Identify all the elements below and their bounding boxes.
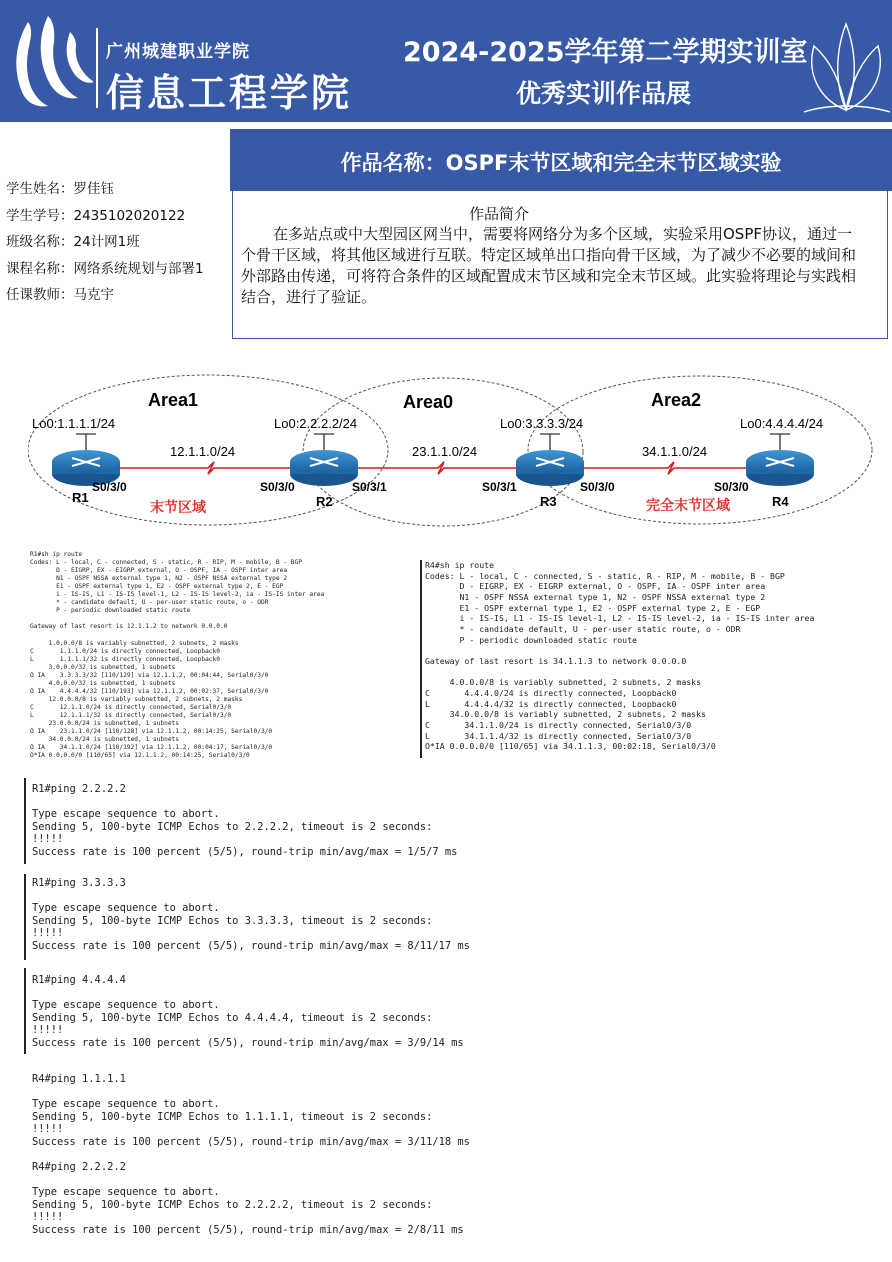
router-r4-label: R4 [772, 494, 789, 509]
student-id: 学生学号：2435102020122 [6, 207, 186, 224]
ping2-border [24, 874, 26, 960]
header-divider [96, 28, 98, 108]
stub-area-label: 末节区域 [150, 500, 206, 516]
area1-label: Area1 [148, 390, 199, 410]
router-r2-label: R2 [316, 494, 333, 509]
lotus-decoration-icon [800, 10, 892, 120]
intro-heading: 作品简介 [468, 205, 529, 223]
ping3-border [24, 968, 26, 1054]
college-logo-icon [8, 12, 98, 112]
iface-r1-s030: S0/3/0 [92, 480, 127, 494]
r4-route-border [420, 560, 422, 758]
link-label-34: 34.1.1.0/24 [642, 444, 708, 459]
ping-r4-1111: R4#ping 1.1.1.1 Type escape sequence to abort. Sending 5, 100-byte ICMP Echos to 1.1.1.1, timeout is 2 seconds: !!!!! Success rate is 100 percent (5/5), round-trip min/avg/max = 3/11/18 ms [32, 1073, 470, 1148]
header-title: 2024-2025学年第二学期实训室 [403, 37, 808, 68]
department-name: 信息工程学院 [106, 71, 353, 115]
ping-r1-3333: R1#ping 3.3.3.3 Type escape sequence to abort. Sending 5, 100-byte ICMP Echos to 3.3.3.3, timeout is 2 seconds: !!!!! Success rate is 100 percent (5/5), round-trip min/avg/max = 8/11/17 ms [32, 877, 470, 952]
ping1-border [24, 778, 26, 864]
router-r4-icon [746, 450, 814, 486]
link-label-12: 12.1.1.0/24 [170, 444, 236, 459]
link-r3-r4 [584, 462, 746, 474]
iface-r2-s030: S0/3/0 [260, 480, 295, 494]
ping-r1-4444: R1#ping 4.4.4.4 Type escape sequence to abort. Sending 5, 100-byte ICMP Echos to 4.4.4.4, timeout is 2 seconds: !!!!! Success rate is 100 percent (5/5), round-trip min/avg/max = 3/9/14 ms [32, 974, 464, 1049]
intro-box [232, 191, 888, 339]
router-r1-label: R1 [72, 490, 89, 505]
router-r3-label: R3 [540, 494, 557, 509]
lo0-r3: Lo0:3.3.3.3/24 [500, 416, 584, 431]
link-label-23: 23.1.1.0/24 [412, 444, 478, 459]
iface-r3-s030: S0/3/0 [580, 480, 615, 494]
page-header [0, 0, 892, 122]
ping-r1-2222: R1#ping 2.2.2.2 Type escape sequence to abort. Sending 5, 100-byte ICMP Echos to 2.2.2.2, timeout is 2 seconds: !!!!! Success rate is 100 percent (5/5), round-trip min/avg/max = 1/5/7 ms [32, 783, 458, 858]
student-info [6, 176, 204, 309]
lo0-r2: Lo0:2.2.2.2/24 [274, 416, 358, 431]
link-r1-r2 [120, 462, 290, 474]
iface-r2-s031: S0/3/1 [352, 480, 387, 494]
course-name: 课程名称：网络系统规划与部署1 [6, 260, 204, 277]
work-title: 作品名称：OSPF末节区域和完全末节区域实验 [230, 129, 892, 191]
link-r2-r3 [358, 462, 516, 474]
student-name: 学生姓名：罗佳钰 [6, 181, 114, 197]
header-subtitle: 优秀实训作品展 [516, 79, 692, 108]
ping-r4-2222: R4#ping 2.2.2.2 Type escape sequence to abort. Sending 5, 100-byte ICMP Echos to 2.2.2.2, timeout is 2 seconds: !!!!! Success rate is 100 percent (5/5), round-trip min/avg/max = 2/8/11 ms [32, 1161, 464, 1236]
router-r3-icon [516, 450, 584, 486]
school-name: 广州城建职业学院 [106, 42, 250, 62]
teacher-name: 任课教师：马克宇 [6, 287, 114, 303]
router-r2-icon [290, 450, 358, 486]
area2-label: Area2 [651, 390, 702, 410]
class-name: 班级名称：24计网1班 [6, 234, 140, 250]
iface-r3-s031: S0/3/1 [482, 480, 517, 494]
lo0-r1: Lo0:1.1.1.1/24 [32, 416, 116, 431]
area0-label: Area0 [403, 392, 454, 412]
intro-text: 在多站点或中大型园区网当中，需要将网络分为多个区域，实验采用OSPF协议，通过一个骨干区域，将其他区域进行互联。特定区域单出口指向骨干区域，为了减少不必要的域间和外部路由传递，可将符合条件的区域配置成末节区域和完全末节区域。此实验将理论与实践相结合，进行了验证。 [241, 225, 857, 306]
r4-route-table: R4#sh ip route Codes: L - local, C - connected, S - static, R - RIP, M - mobile, B - BGP D - EIGRP, EX - EIGRP external, O - OSPF, IA - OSPF inter area N1 - OSPF NSSA external type 1, N2 - OSPF NSSA external type 2 E1 - OSPF external type 1, E2 - OSPF external type 2, E - EGP i - IS-IS, L1 - IS-IS level-1, L2 - IS-IS level-2, ia - IS-IS inter area * - candidate default, U - per-user static route, o - ODR P - periodic downloaded static route Gateway of last resort is 34.1.1.3 to network 0.0.0.0 4.0.0.0/8 is variably subnetted, 2 subnets, 2 masks C 4.4.4.0/24 is directly connected, Loopback0 L 4.4.4.4/32 is directly connected, Loopback0 34.0.0.0/8 is variably subnetted, 2 subnets, 2 masks C 34.1.1.0/24 is directly connected, Serial0/3/0 L 34.1.1.4/32 is directly connected, Serial0/3/0 O*IA 0.0.0.0/0 [110/65] via 34.1.1.3, 00:02:18, Serial0/3/0 [425, 560, 815, 752]
iface-r4-s030: S0/3/0 [714, 480, 749, 494]
r1-route-table: R1#sh ip route Codes: L - local, C - connected, S - static, R - RIP, M - mobile, B - BGP D - EIGRP, EX - EIGRP external, O - OSPF, IA - OSPF inter area N1 - OSPF NSSA external type 1, N2 - OSPF NSSA external type 2 E1 - OSPF external type 1, E2 - OSPF external type 2, E - EGP i - IS-IS, L1 - IS-IS level-1, L2 - IS-IS level-2, ia - IS-IS inter area * - candidate default, U - per-user static route, o - ODR P - periodic downloaded static route Gateway of last resort is 12.1.1.2 to network 0.0.0.0 1.0.0.0/8 is variably subnetted, 2 subnets, 2 masks C 1.1.1.0/24 is directly connected, Loopback0 L 1.1.1.1/32 is directly connected, Loopback0 3.0.0.0/32 is subnetted, 1 subnets O IA 3.3.3.3/32 [110/129] via 12.1.1.2, 00:04:44, Serial0/3/0 4.0.0.0/32 is subnetted, 1 subnets O IA 4.4.4.4/32 [110/193] via 12.1.1.2, 00:02:37, Serial0/3/0 12.0.0.0/8 is variably subnetted, 2 subnets, 2 masks C 12.1.1.0/24 is directly connected, Serial0/3/0 L 12.1.1.1/32 is directly connected, Serial0/3/0 23.0.0.0/24 is subnetted, 1 subnets O IA 23.1.1.0/24 [110/128] via 12.1.1.2, 00:14:25, Serial0/3/0 34.0.0.0/24 is subnetted, 1 subnets O IA 34.1.1.0/24 [110/192] via 12.1.1.2, 00:04:17, Serial0/3/0 O*IA 0.0.0.0/0 [110/65] via 12.1.1.2, 00:14:25, Serial0/3/0 [30, 551, 325, 760]
totally-stub-area-label: 完全末节区域 [646, 498, 730, 514]
network-topology [28, 370, 874, 535]
lo0-r4: Lo0:4.4.4.4/24 [740, 416, 824, 431]
